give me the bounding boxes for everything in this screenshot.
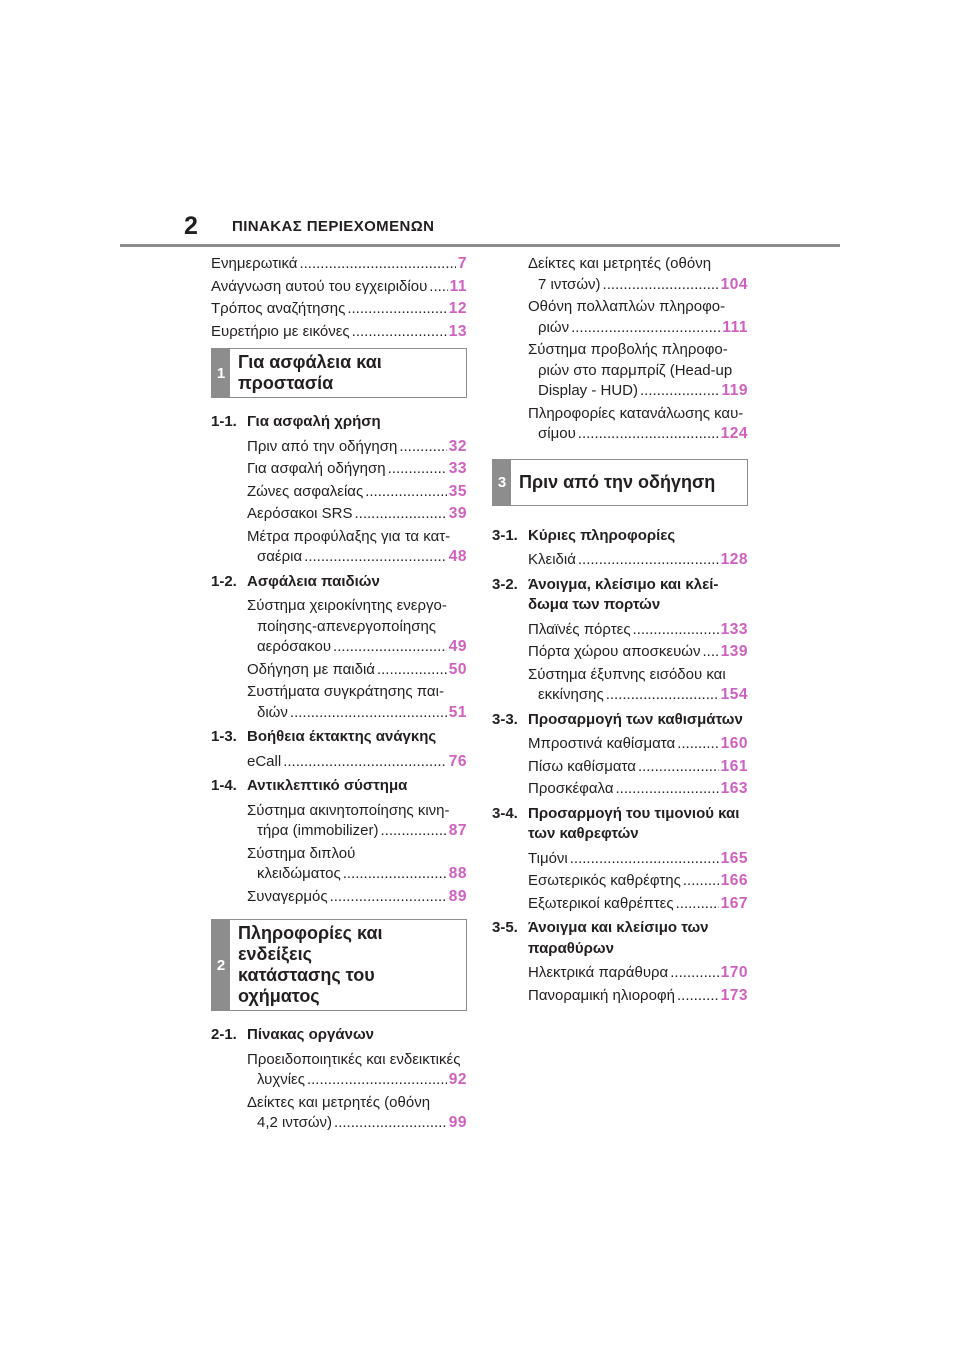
toc-left-column [211,254,467,1136]
toc-entry-label: τήρα (immobilizer) [257,822,379,839]
section-title-line: δωμα των πορτών [528,596,661,613]
toc-entry-label: Οθόνη πολλαπλών πληροφο- [528,298,726,315]
toc-page-number: 165 [720,849,748,867]
toc-entry-label: Συστήματα συγκράτησης παι- [247,683,444,700]
section-number: 1-3. [211,728,237,745]
dot-leader [578,424,719,445]
toc-page-number: 7 [457,255,467,272]
dot-leader [570,849,719,870]
toc-entry-label: λυχνίες [257,1071,305,1088]
toc-entry-label: σίμου [538,425,576,442]
toc-entry-label: Ευρετήριο με εικόνες [211,322,350,340]
toc-page-number: 35 [448,482,467,500]
dot-leader [603,275,719,296]
dot-leader [578,550,719,571]
toc-entry[interactable] [211,504,467,525]
section-title-line: Άνοιγμα και κλείσιμο των [528,919,709,936]
toc-entry-label: Ενημερωτικά [211,255,298,272]
toc-entry[interactable] [211,844,467,885]
toc-entry-label: Τιμόνι [528,849,568,867]
toc-page-number: 76 [448,752,467,770]
section-number: 1-4. [211,777,237,794]
section-heading [211,776,467,797]
dot-leader [283,752,447,773]
toc-entry[interactable] [492,757,748,778]
toc-entry-label: Εσωτερικός καθρέφτης [528,872,681,889]
toc-entry-label: 4,2 ιντσών) [257,1114,333,1131]
toc-page-number: 119 [721,382,748,399]
section-number: 3-2. [492,575,518,593]
toc-page-number: 11 [449,277,467,295]
chapter-title [511,460,747,505]
toc-page-number: 50 [448,660,467,678]
toc-entry[interactable] [211,682,467,723]
toc-entry-label: Αερόσακοι SRS [247,505,353,522]
toc-entry-label: Πόρτα χώρου αποσκευών [528,643,701,660]
section-title: Βοήθεια έκτακτης ανάγκης [247,728,437,745]
section-title-line: παραθύρων [528,939,614,957]
toc-entry[interactable] [492,871,748,892]
toc-page-number: 13 [448,322,467,340]
toc-page-number: 32 [448,437,467,455]
dot-leader [334,1113,447,1134]
dot-leader [670,963,718,984]
section-heading [492,710,748,731]
toc-page-number: 87 [448,822,467,839]
section-title [528,575,748,616]
section-title: Ασφάλεια παιδιών [247,572,380,590]
toc-entry-label: ριών [538,318,570,336]
dot-leader [380,821,446,842]
toc-page-number: 154 [720,686,748,703]
dot-leader [640,381,719,402]
section-heading [492,804,748,845]
toc-entry-label: Ηλεκτρικά παράθυρα [528,964,669,981]
toc-entry[interactable] [211,459,467,480]
dot-leader [638,757,719,778]
section-number: 3-3. [492,710,518,728]
section-title: Πίνακας οργάνων [247,1026,374,1043]
toc-entry-label: Ζώνες ασφαλείας [247,482,364,500]
dot-leader [365,482,447,503]
dot-leader [677,986,719,1007]
toc-entry[interactable] [211,1050,467,1091]
section-number: 3-4. [492,804,518,822]
section-number: 3-1. [492,526,518,544]
toc-page-number: 128 [720,551,748,568]
dot-leader [571,318,720,339]
toc-entry-label: Σύστημα ακινητοποίησης κινη- [247,801,450,819]
toc-entry-label: Κλειδιά [528,551,576,568]
toc-page-number: 111 [722,318,748,336]
toc-entry-label: Σύστημα χειροκίνητης ενεργο- [247,597,447,614]
toc-right-column [492,254,748,1008]
toc-entry[interactable] [211,887,467,908]
toc-entry-label: Σύστημα έξυπνης εισόδου και [528,665,726,683]
section-heading [492,575,748,616]
section-title-line: Άνοιγμα, κλείσιμο και κλεί- [528,575,719,593]
header-divider [120,244,840,247]
section-heading [211,1025,467,1046]
toc-entry-intro-4[interactable] [211,322,467,343]
dot-leader [299,254,455,275]
toc-entry-intro-2[interactable] [211,277,467,298]
dot-leader [399,437,446,458]
toc-entry[interactable] [492,986,748,1007]
toc-entry[interactable] [492,297,748,338]
toc-entry-label: Πανοραμική ηλιοροφή [528,986,675,1004]
toc-entry-intro-3[interactable] [211,299,467,320]
toc-entry[interactable] [211,437,467,458]
toc-page-number: 92 [448,1071,467,1088]
toc-entry-label: Ανάγνωση αυτού του εγχειριδίου [211,277,428,295]
toc-entry-label: Πληροφορίες κατανάλωσης καυ- [528,404,744,422]
toc-entry[interactable] [492,642,748,663]
toc-entry-label: Σύστημα διπλού [247,844,356,862]
toc-page-number: 51 [448,703,467,721]
section-number: 1-2. [211,572,237,590]
dot-leader [347,299,446,320]
chapter-title [230,349,466,397]
dot-leader [330,887,447,908]
toc-entry-label: διών [257,703,288,721]
toc-entry[interactable] [492,340,748,402]
toc-page-number: 12 [448,300,467,317]
toc-page-number: 160 [720,735,748,752]
toc-entry[interactable] [492,894,748,915]
toc-entry-label: Μπροστινά καθίσματα [528,735,676,752]
toc-entry-label: ριών στο παρμπρίζ (Head-up [538,361,733,379]
toc-entry-label: εκκίνησης [538,686,604,703]
toc-page-number: 166 [720,872,748,889]
dot-leader [429,277,447,298]
section-heading [211,412,467,433]
toc-entry[interactable] [492,963,748,984]
toc-entry-label: Δείκτες και μετρητές (οθόνη [247,1093,431,1111]
section-title: Κύριες πληροφορίες [528,526,676,544]
toc-entry-label: αερόσακου [257,638,332,655]
toc-page-number: 139 [720,643,748,660]
section-title: Για ασφαλή χρήση [247,413,381,430]
toc-entry[interactable] [492,254,748,295]
toc-entry[interactable] [492,779,748,800]
toc-entry[interactable] [211,801,467,842]
toc-entry[interactable] [211,527,467,568]
toc-entry-label: Συναγερμός [247,887,328,905]
toc-entry-label: Οδήγηση με παιδιά [247,660,375,678]
toc-page-number: 133 [720,620,748,638]
dot-leader [683,871,719,892]
chapter-title-line: κατάστασης του οχήματος [238,965,375,1006]
chapter-tab: 1 [212,349,230,397]
chapter-tab: 3 [493,460,511,505]
section-heading [211,727,467,748]
toc-page-number: 99 [448,1114,467,1131]
chapter-tab: 2 [212,920,230,1010]
toc-page-number: 89 [448,887,467,905]
dot-leader [355,504,447,525]
toc-entry-label: κλειδώματος [257,865,341,882]
chapter-title-line: Πληροφορίες και ενδείξεις [238,923,383,964]
toc-entry-label: Τρόπος αναζήτησης [211,300,346,317]
toc-entry-label: Μέτρα προφύλαξης για τα κατ- [247,527,451,545]
toc-entry[interactable] [492,620,748,641]
dot-leader [388,459,447,480]
section-title-line: των καθρεφτών [528,825,639,842]
section-number: 2-1. [211,1026,237,1043]
toc-page-number: 124 [720,425,748,442]
toc-page-number: 49 [448,638,467,655]
toc-entry-label: Πλαϊνές πόρτες [528,620,631,638]
dot-leader [304,547,447,568]
toc-entry[interactable] [211,1093,467,1134]
toc-entry[interactable] [211,596,467,658]
dot-leader [333,637,447,658]
dot-leader [606,685,719,706]
section-title [528,918,748,959]
toc-entry-label: Δείκτες και μετρητές (οθόνη [528,255,712,272]
toc-page-number: 161 [720,757,748,775]
toc-entry-label: Εξωτερικοί καθρέπτες [528,894,674,912]
toc-page-number: 48 [448,548,467,565]
dot-leader [377,660,447,681]
section-title [528,804,748,845]
toc-entry[interactable] [211,660,467,681]
section-title-line: Προσαρμογή του τιμονιού και [528,804,740,822]
dot-leader [677,734,718,755]
toc-entry-label: Σύστημα προβολής πληροφο- [528,341,728,358]
dot-leader [703,642,719,663]
section-number: 1-1. [211,413,237,430]
page-title: ΠΙΝΑΚΑΣ ΠΕΡΙΕΧΟΜΕΝΩΝ [232,218,435,235]
section-heading [492,526,748,547]
toc-entry-label: Display - HUD) [538,382,639,399]
toc-entry-label: Προσκέφαλα [528,780,614,797]
section-number: 3-5. [492,919,518,936]
chapter-2-box[interactable] [211,919,467,1011]
toc-page-number: 33 [448,460,467,477]
toc-entry-label: ποίησης-απενεργοποίησης [257,617,437,635]
dot-leader [633,620,719,641]
chapter-3-box[interactable] [492,459,748,506]
toc-entry-label: Πίσω καθίσματα [528,757,636,775]
toc-entry[interactable] [492,665,748,706]
chapter-title-line: Για ασφάλεια και [238,352,382,372]
toc-page-number: 39 [448,505,467,522]
toc-entry[interactable] [492,734,748,755]
toc-entry-label: Για ασφαλή οδήγηση [247,460,386,477]
toc-entry[interactable] [492,404,748,445]
chapter-title-line: προστασία [238,373,334,393]
chapter-1-box[interactable] [211,348,467,398]
dot-leader [616,779,719,800]
toc-entry-label: eCall [247,752,282,770]
dot-leader [676,894,719,915]
chapter-title [230,920,466,1010]
toc-entry-label: Πριν από την οδήγηση [247,437,398,455]
page-number: 2 [184,212,198,240]
dot-leader [352,322,447,343]
section-title: Αντικλεπτικό σύστημα [247,777,408,794]
dot-leader [343,864,447,885]
toc-entry-label: σαέρια [257,548,303,565]
toc-page-number: 104 [720,275,748,293]
section-heading [211,572,467,593]
toc-entry-intro-1[interactable] [211,254,467,275]
toc-entry[interactable] [211,752,467,773]
toc-entry-label: 7 ιντσών) [538,275,601,293]
toc-page-number: 163 [720,780,748,797]
section-title: Προσαρμογή των καθισμάτων [528,710,743,728]
toc-entry[interactable] [492,849,748,870]
dot-leader [307,1070,447,1091]
toc-entry-label: Προειδοποιητικές και ενδεικτικές [247,1050,461,1068]
dot-leader [290,703,447,724]
toc-entry[interactable] [492,550,748,571]
toc-page-number: 173 [720,986,748,1004]
toc-page-number: 170 [720,964,748,981]
chapter-title-line: Πριν από την οδήγηση [519,471,716,492]
page-header [0,0,960,250]
toc-page-number: 88 [448,865,467,882]
toc-entry[interactable] [211,482,467,503]
toc-page-number: 167 [720,894,748,912]
section-heading [492,918,748,959]
